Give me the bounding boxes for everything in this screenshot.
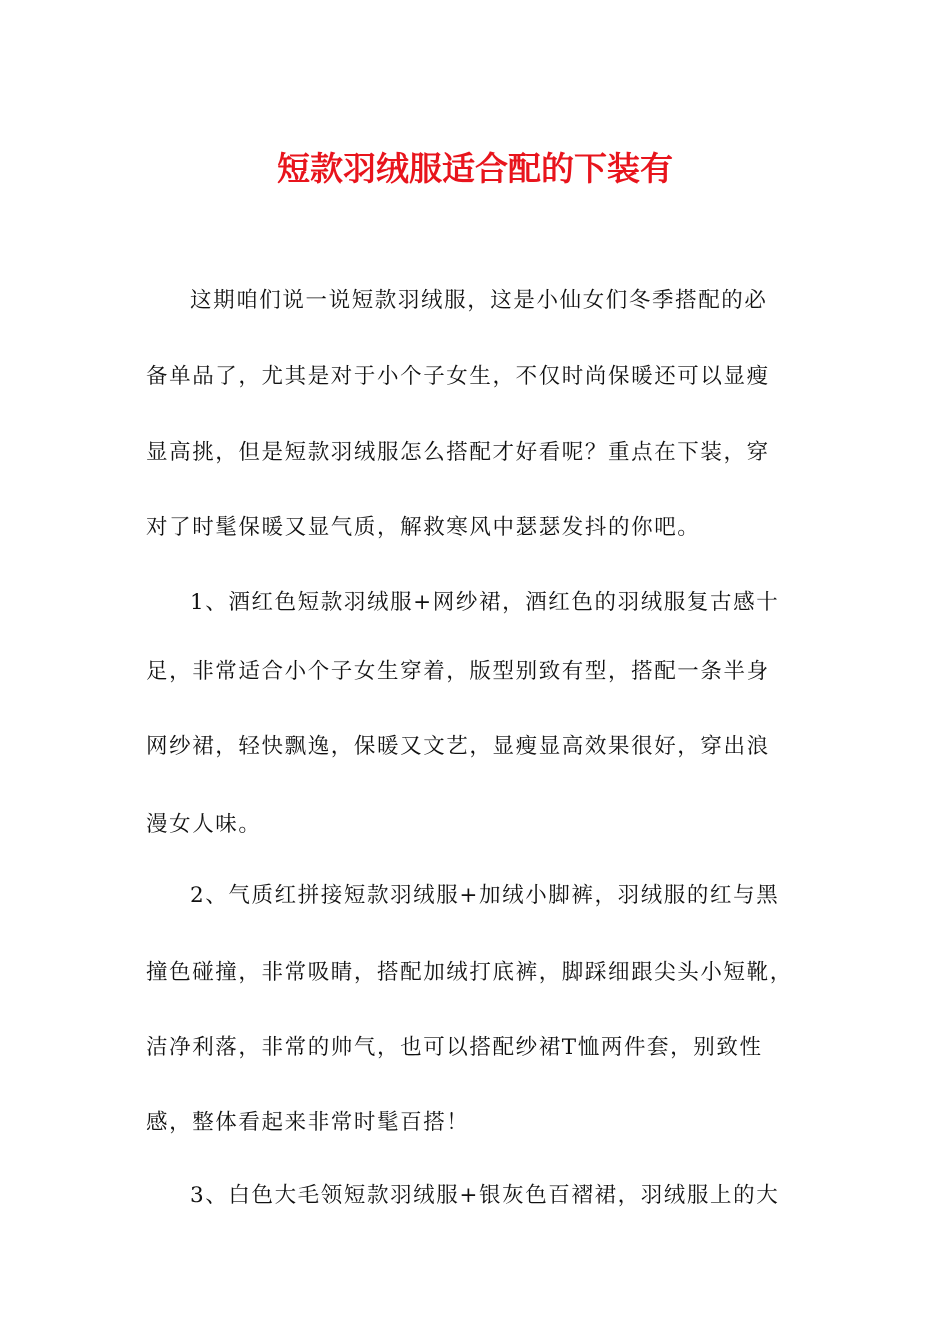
paragraph-2-line-4: 漫女人味。 xyxy=(146,812,262,837)
paragraph-3-line-3: 洁净利落，非常的帅气，也可以搭配纱裙T恤两件套，别致性 xyxy=(146,1035,763,1060)
paragraph-1-line-1: 这期咱们说一说短款羽绒服，这是小仙女们冬季搭配的必 xyxy=(190,288,768,313)
paragraph-1-line-3: 显高挑，但是短款羽绒服怎么搭配才好看呢？重点在下装，穿 xyxy=(146,440,770,465)
paragraph-4-line-1: 3、白色大毛领短款羽绒服+银灰色百褶裙，羽绒服上的大 xyxy=(190,1183,780,1208)
paragraph-3-line-1: 2、气质红拼接短款羽绒服+加绒小脚裤，羽绒服的红与黑 xyxy=(190,883,780,908)
paragraph-1-line-4: 对了时髦保暖又显气质，解救寒风中瑟瑟发抖的你吧。 xyxy=(146,515,701,540)
paragraph-2-line-2: 足，非常适合小个子女生穿着，版型别致有型，搭配一条半身 xyxy=(146,659,770,684)
paragraph-3-line-2: 撞色碰撞，非常吸睛，搭配加绒打底裤，脚踩细跟尖头小短靴， xyxy=(146,960,793,985)
paragraph-2-line-1: 1、酒红色短款羽绒服+网纱裙，酒红色的羽绒服复古感十 xyxy=(190,590,780,615)
paragraph-2-line-3: 网纱裙，轻快飘逸，保暖又文艺，显瘦显高效果很好，穿出浪 xyxy=(146,734,770,759)
paragraph-1-line-2: 备单品了，尤其是对于小个子女生，不仅时尚保暖还可以显瘦 xyxy=(146,364,770,389)
paragraph-3-line-4: 感，整体看起来非常时髦百搭！ xyxy=(146,1110,470,1135)
document-title: 短款羽绒服适合配的下装有 xyxy=(277,149,673,188)
